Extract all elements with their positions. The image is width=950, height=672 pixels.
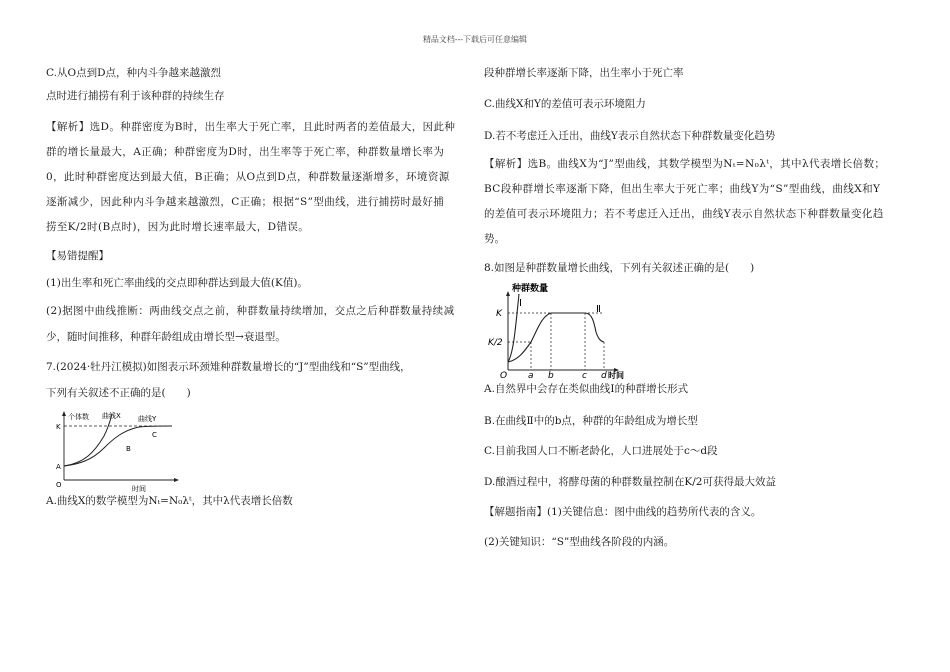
analysis-line: BC段种群增长率逐渐下降，但出生率大于死亡率；曲线Y为“S”型曲线，曲线X和Y [484,183,881,195]
analysis-line: 0，此时种群密度达到最大值，B正确；从O点到D点，种群数量逐渐增多，环境资源 [46,171,450,183]
question-8: 8.如图是种群数量增长曲线，下列有关叙述正确的是( ) [484,262,755,274]
analysis-line: 势。 [484,233,505,245]
fig8-k2-label: K/2 [488,338,503,348]
figure-8 [486,282,914,382]
analysis-line: 【解析】选D。种群密度为B时，出生率大于死亡率，且此时两者的差值最大，因此种 [46,121,456,133]
fig7-xlabel: 时间 [132,485,146,492]
fig7-c-label: C [152,431,157,439]
q8-option: C.目前我国人口不断老龄化，人口进展处于c～d段 [484,445,718,457]
figure-7-graph [54,408,184,492]
fig8-curve-i-label: Ⅰ [519,298,522,309]
option-d-prev: 点时进行捕捞有利于该种群的持续生存 [46,90,225,102]
tip-line: (1)出生率和死亡率曲线的交点即种群达到最大值(K值)。 [46,277,308,289]
fig8-b-label: b [548,371,554,380]
analysis-line: 逐渐减少，因此种内斗争越来越激烈，C正确；根据“S”型曲线，进行捕捞时最好捕 [46,196,445,208]
fig8-origin-label: O [500,371,508,380]
option-c: C.曲线X和Y的差值可表示环境阻力 [484,98,646,110]
fig7-a-label: A [56,463,61,471]
fig8-k-label: K [496,309,502,319]
q8-option: D.酿酒过程中，将酵母菌的种群数量控制在K/2可获得最大效益 [484,476,776,488]
q8-option: A.自然界中会存在类似曲线Ⅰ的种群增长形式 [484,383,689,395]
option-c-prev: C.从O点到D点，种内斗争越来越激烈 [46,67,222,79]
fig8-curve-ii-label: Ⅱ [596,304,601,315]
fig7-curve-y-label: 曲线Y [138,415,157,423]
fig7-curve-x-label: 曲线X [102,412,121,420]
page-header: 精品文档---下载后可任意编辑 [422,35,528,44]
analysis-block-right [484,157,914,261]
analysis-block [46,120,471,249]
right-column [484,66,914,550]
fig8-a-label: a [528,371,534,380]
fig7-origin-label: O [56,481,62,489]
fig8-d-label: d [601,371,607,380]
option-b-continued: 段种群增长率逐渐下降，出生率小于死亡率 [484,67,684,79]
fig8-c-label: c [582,371,587,380]
fig7-k-label: K [56,423,61,431]
question-7-option-a: A.曲线X的数学模型为Nₜ=N₀λᵗ，其中λ代表增长倍数 [46,495,293,507]
guide-line: (2)关键知识：“S”型曲线各阶段的内涵。 [484,536,675,548]
figure-7 [54,408,471,494]
left-column [46,66,471,509]
question-7-line: 下列有关叙述不正确的是( ) [46,387,191,399]
figure-8-graph [486,282,636,380]
analysis-line: 的差值可表示环境阻力；若不考虑迁入迁出，曲线Y表示自然状态下种群数量变化趋 [484,208,884,220]
question-7-line: 7.(2024·牡丹江模拟)如图表示环颈雉种群数量增长的“J”型曲线和“S”型曲线， [46,361,411,373]
fig8-xlabel: 时间 [608,371,624,380]
option-d: D.若不考虑迁入迁出，曲线Y表示自然状态下种群数量变化趋势 [484,130,776,142]
tips-title: 【易错提醒】 [46,250,109,262]
fig7-ylabel: 个体数 [68,413,89,421]
analysis-line: 群的增长量最大，A正确；种群密度为D时，出生率等于死亡率，种群数量增长率为 [46,146,445,158]
fig8-ylabel: 种群数量 [512,284,549,294]
tip-line: (2)据图中曲线推断：两曲线交点之前，种群数量持续增加，交点之后种群数量持续减 [46,305,455,317]
fig7-b-label: B [126,445,131,453]
guide-line: 【解题指南】(1)关键信息：图中曲线的趋势所代表的含义。 [484,506,762,518]
tip-line: 少，随时间推移，种群年龄组成由增长型→衰退型。 [46,331,286,343]
analysis-line: 捞至K/2时(B点时)，因为此时增长速率最大，D错误。 [46,221,310,233]
analysis-line: 【解析】选B。曲线X为“J”型曲线，其数学模型为Nₜ=N₀λᵗ，其中λ代表增长倍数； [484,158,886,170]
q8-option: B.在曲线Ⅱ中的b点，种群的年龄组成为增长型 [484,415,698,427]
